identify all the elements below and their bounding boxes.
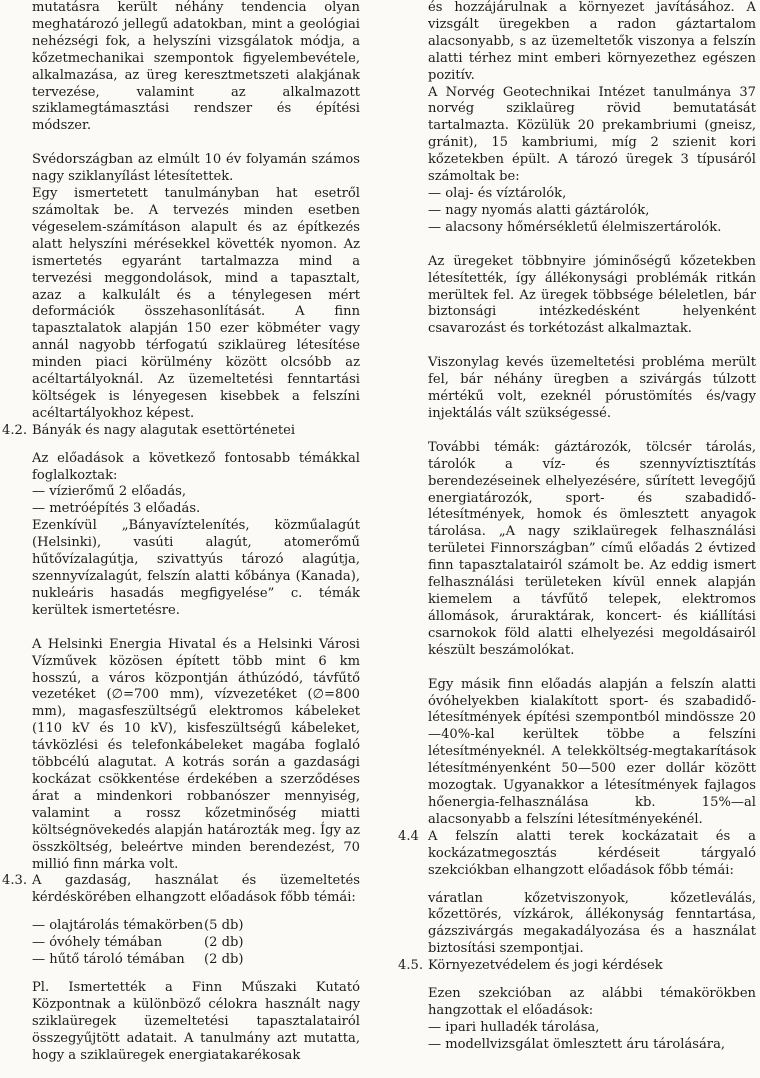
list-item: — modellvizsgálat ömlesztett áru tárolására, (428, 1036, 726, 1052)
paragraph: Viszonylag kevés üzemeltetési probléma merült fel, bár néhány üregben a szivárgás túlzott mértékű volt, ezeknél pórustömítés és/vagy injektálás vált szükségessé. (428, 355, 756, 421)
table-cell: (2 db) (204, 952, 244, 968)
paragraph: A Norvég Geotechnikai Intézet tanulmánya 37 norvég sziklaüreg rövid bemutatását tartalmazta. Közülük 20 prekambriumi (gneisz, gránit), 15 kambriumi, míg 2 szienit kori kőzetekben épült. A tározó üregek 3 típusáról számoltak be: (428, 84, 756, 185)
list-item: — vízierőmű 2 előadás, (32, 484, 187, 500)
list-item: — ipari hulladék tárolása, (428, 1019, 600, 1035)
section-title: A felszín alatti terek kockázatait és a kockázatmegosztás kérdéseit tárgyaló szekciókban elhangzott előadások főbb témái: (428, 828, 756, 878)
section-heading-4-5 (398, 958, 756, 975)
section-title: A gazdaság, használat és üzemeltetés kérdéskörében elhangzott előadások főbb témái: (32, 873, 360, 906)
paragraph: mutatásra került néhány tendencia olyan meghatározó jellegű adatokban, mint a geológiai nehézségi fok, a helyszíni vizsgálatok módja, a kőzetmechanikai szempontok figyelembevétele, alkalmazása, az üreg keresztmetszeti alakjának tervezése, valamint az alkalmazott sziklamegtámasztási rendszer és építési módszer. (32, 0, 360, 134)
paragraph: Ezenkívül „Bányavíztelenítés, közműalagút (Helsinki), vasúti alagút, atomerőmű hűtővízalagútja, szivattyús tározó alagútja, szennyvízalagút, felszín alatti kőbánya (Kanada), nukleáris hasadás megfigyelése” c. témák kerültek ismertetésre. (32, 518, 360, 618)
list-item: — olaj- és víztárolók, (428, 185, 567, 201)
left-column (2, 0, 360, 1064)
section-heading-4-3 (2, 873, 360, 907)
table-cell: — óvóhely témában (32, 935, 163, 951)
table-cell: — hűtő tároló témában (32, 952, 185, 968)
paragraph: és hozzájárulnak a környezet javításához. A vizsgált üregekben a radon gáztartalom alacsonyabb, s az üzemeltetők viszonya a felszín alatti térhez mint emberi környezethez egészen pozitív. (428, 0, 756, 83)
list-item: — nagy nyomás alatti gáztárolók, (428, 202, 650, 218)
section-title: Bányák és nagy alagutak esettörténetei (32, 422, 296, 438)
section-number: 4.2. (2, 422, 27, 438)
list-item: — alacsony hőmérsékletű élelmiszertárolók. (428, 219, 722, 235)
section-title: Környezetvédelem és jogi kérdések (428, 958, 663, 974)
paragraph: Pl. Ismertették a Finn Műszaki Kutató Központnak a különböző célokra használt nagy sziklaüregek üzemeltetési tapasztalatairól összegyűjtött adatait. A tanulmány azt mutatta, hogy a sziklaüregek energiatakarékosak (32, 979, 360, 1063)
paragraph: Svédországban az elmúlt 10 év folyamán számos nagy sziklanyílást létesítettek. (32, 152, 360, 185)
section-number: 4.3. (2, 873, 27, 889)
right-column (398, 0, 756, 1054)
paragraph: Az előadások a következő fontosabb témákkal foglalkoztak: (32, 450, 360, 483)
section-heading-4-4 (398, 829, 756, 880)
table-cell: (5 db) (204, 918, 244, 934)
paragraph: Egy ismertetett tanulmányban hat esetről számoltak be. A tervezés minden esetben végeselem-számításon alapult és az építkezés alatt helyszíni mérésekkel követték nyomon. Az ismertetés egyaránt tartalmazza mind a tervezési meggondolások, mind a tapasztalt, azaz a kalkulált és a ténylegesen mért deformációk összehasonlítását. A finn tapasztalatok alapján 150 ezer köbméter vagy annál nagyobb térfogatú sziklaüreg létesítése minden piaci körülmény között olcsóbb az acéltartályoknál. Az üzemeltetési fenntartási költségek is lényegesen kisebbek a felszíni acéltartályokhoz képest. (32, 186, 360, 421)
section-number: 4.5. (398, 958, 423, 974)
paragraph: Az üregeket többnyire jóminőségű kőzetekben létesítették, így állékonysági problémák ritkán merültek fel. Az üregek többsége béleletlen, bár biztonsági intézkedésként helyenként csavarozást és torkétozást alkalmaztak. (428, 253, 756, 337)
table-row (32, 918, 302, 935)
table-row (32, 935, 302, 952)
paragraph: váratlan kőzetviszonyok, kőzetleválás, kőzettörés, vízkárok, állékonyság fenntartása, gázszivárgás megakadályozása és a használat biztosítási szempontjai. (428, 890, 756, 957)
paragraph: A Helsinki Energia Hivatal és a Helsinki Városi Vízművek közösen épített több mint 6 km hosszú, a város központján áthúzódó, távfűtő vezetéket (∅=700 mm), vízvezetéket (∅=800 mm), magasfeszültségű elektromos kábeleket (110 kV és 10 kV), kisfeszültségű kábeleket, távközlési és telefonkábeleket magába foglaló többcélú alagutat. A kotrás során a gazdasági kockázat csökkentése érdekében a szerződéses árat a mindenkori robbanószer mennyiség, valamint a rossz kőzetminőség miatti költségnövekedés alapján határozták meg. Így az összköltség, beleértve minden berendezést, 70 millió finn márka volt. (32, 636, 360, 872)
table-cell: — olajtárolás témakörben (32, 918, 204, 934)
section-number: 4.4 (398, 828, 419, 844)
topic-count-table (2, 918, 302, 969)
paragraph: További témák: gáztározók, tölcsér tárolás, tárolók a víz- és szennyvíztisztítás berendezéseinek elhelyezésére, sűrített levegőjű energiatározók, sport- és szabadidő-létesítmények, homok és ömlesztett anyagok tárolása. „A nagy sziklaüregek felhasználási területei Finnországban” című előadás 2 évtized finn tapasztalatairól számolt be. Az eddig ismert felhasználási területeken kívül ennek alapján kiemelem a távfűtő telepek, elektromos állomások, áruraktárak, koncert- és kiállítási csarnokok föld alatti elhelyezési megoldásairól készült beszámolókat. (428, 439, 756, 658)
section-heading-4-2 (2, 423, 360, 440)
paragraph: Egy másik finn előadás alapján a felszín alatti óvóhelyekben kialakított sport- és szabadidő-létesítmények építési szempontból mindössze 20—40%-kal kerültek többe a felszíni létesítményeknél. A telekköltség-megtakarítások létesítményenként 50—500 ezer dollár között mozogtak. Ugyanakkor a létesítmények fajlagos hőenergia-felhasználása kb. 15%—al alacsonyabb a felszíni létesítményekénél. (428, 676, 756, 827)
list-item: — metróépítés 3 előadás. (32, 501, 201, 517)
table-cell: (2 db) (204, 935, 244, 951)
table-row (32, 952, 302, 969)
paragraph: Ezen szekcióban az alábbi témakörökben hangzottak el előadások: (428, 986, 756, 1018)
